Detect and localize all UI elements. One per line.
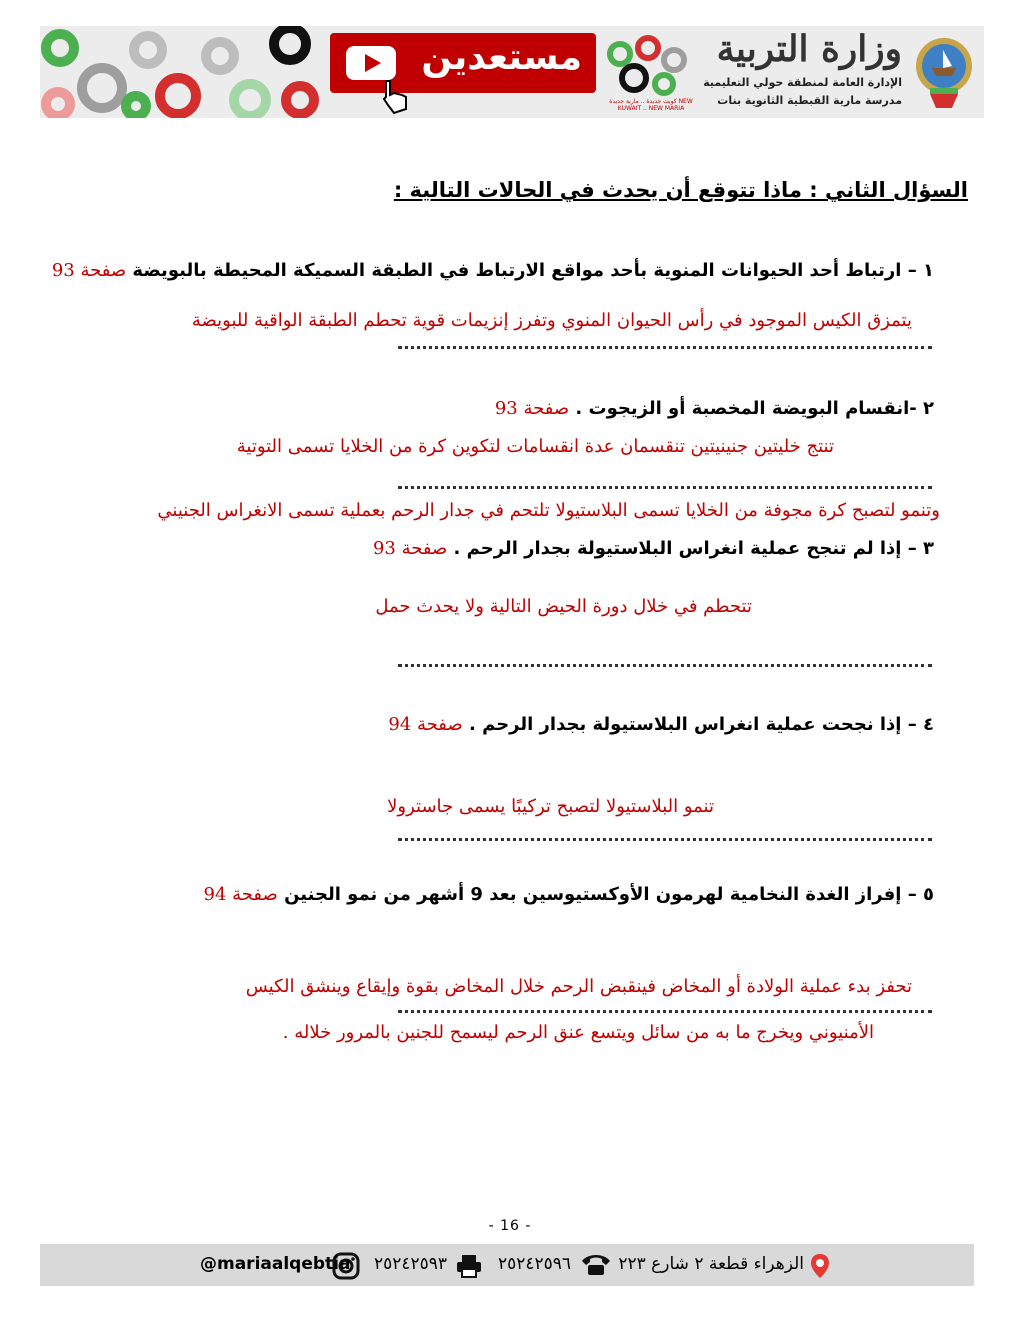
play-triangle <box>365 54 381 72</box>
pointer-hand-icon <box>376 77 416 117</box>
question-item-2-text: ٢ -انقسام البويضة المخصبة أو الزيجوت . <box>575 398 934 419</box>
answer-line-dots <box>398 838 932 841</box>
question-item-2 <box>495 398 934 419</box>
question-item-1 <box>52 260 934 281</box>
page-ref-2: صفحة 93 <box>494 398 570 419</box>
play-icon <box>346 46 396 80</box>
page-ref-4: صفحة 94 <box>388 714 463 735</box>
school-name: مدرسة مارية القبطية الثانوية بنات <box>717 94 902 107</box>
answer-2-line-2: وتنمو لتصبح كرة مجوفة من الخلايا تسمى البلاستيولا تلتحم في جدار الرحم بعملية تسمى الانغراس الجنيني <box>157 500 940 521</box>
answer-line-dots <box>398 486 932 489</box>
cta-banner[interactable] <box>330 33 596 93</box>
page-ref-1: صفحة 93 <box>51 260 127 281</box>
kuwait-emblem-icon <box>912 32 976 112</box>
question-item-3 <box>373 538 934 559</box>
answer-line-dots <box>398 346 932 349</box>
question-item-3-text: ٣ – إذا لم تنجح عملية انغراس البلاستيولة بجدار الرحم . <box>453 538 934 559</box>
footer-fax: ٢٥٢٤٢٥٩٣ <box>374 1254 448 1274</box>
question-item-5 <box>204 884 934 905</box>
footer-bar <box>40 1244 974 1286</box>
gears-decoration <box>40 26 320 118</box>
phone-icon <box>580 1253 612 1277</box>
answer-3-line-1: تتحطم في خلال دورة الحيض التالية ولا يحدث حمل <box>375 596 752 617</box>
question-heading: السؤال الثاني : ماذا تتوقع أن يحدث في الحالات التالية : <box>393 178 968 202</box>
answer-5-line-1: تحفز بدء عملية الولادة أو المخاض فينقبض الرحم خلال المخاض بقوة وإيقاع وينشق الكيس <box>245 976 912 997</box>
location-pin-icon <box>810 1253 830 1279</box>
header-banner <box>40 26 984 118</box>
ministry-title: وزارة التربية <box>716 28 902 70</box>
school-logo-caption: كويت جديدة .. مارية جديدة NEW KUWAIT .. NEW MARIA <box>609 98 693 112</box>
page-ref-5: صفحة 94 <box>203 884 278 905</box>
answer-line-dots <box>398 664 932 667</box>
footer-address: الزهراء قطعة ٢ شارع ٢٢٣ <box>618 1254 804 1274</box>
district-name: الإدارة العامة لمنطقة حولي التعليمية <box>703 76 902 89</box>
cta-text: مستعدين <box>421 37 582 78</box>
footer-phone: ٢٥٢٤٢٥٩٦ <box>498 1254 572 1274</box>
answer-line-dots <box>398 1010 932 1013</box>
page-number: - 16 - <box>488 1218 532 1234</box>
question-item-1-text: ١ – ارتباط أحد الحيوانات المنوية بأحد مواقع الارتباط في الطبقة السميكة المحيطة بالبويضة <box>132 260 934 281</box>
question-item-4 <box>388 714 934 735</box>
answer-5-line-2: الأمنيوني ويخرج ما به من سائل ويتسع عنق الرحم ليسمح للجنين بالمرور خلاله . <box>282 1022 874 1043</box>
answer-2-line-1: تنتج خليتين جنينيتين تنقسمان عدة انقسامات لتكوين كرة من الخلايا تسمى التوتية <box>236 436 834 457</box>
fax-icon <box>456 1254 482 1278</box>
footer-instagram[interactable]: @mariaalqebtia <box>200 1254 351 1274</box>
answer-1-line-1: يتمزق الكيس الموجود في رأس الحيوان المنوي وتفرز إنزيمات قوية تحطم الطبقة الواقية للبويضة <box>191 310 912 331</box>
question-item-4-text: ٤ – إذا نجحت عملية انغراس البلاستيولة بجدار الرحم . <box>468 714 934 735</box>
answer-4-line-1: تنمو البلاستيولا لتصبح تركيبًا يسمى جاسترولا <box>387 796 714 817</box>
page-ref-3: صفحة 93 <box>372 538 448 559</box>
question-item-5-text: ٥ – إفراز الغدة النخامية لهرمون الأوكستيوسين بعد 9 أشهر من نمو الجنين <box>284 884 934 905</box>
